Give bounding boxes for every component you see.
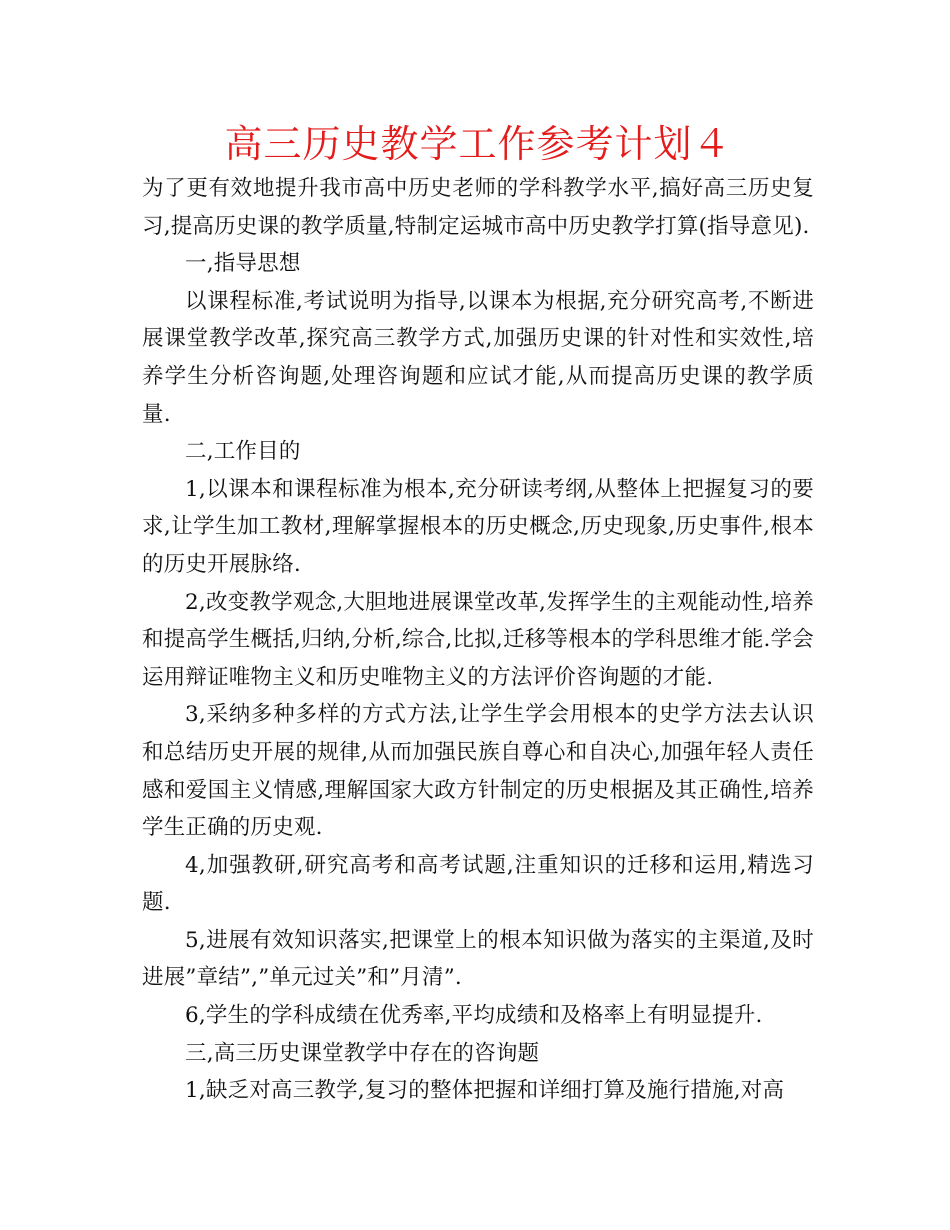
heading-work-goals: 二,工作目的 [185,439,301,465]
paragraph-goal-4: 4,加强教研,研究高考和高考试题,注重知识的迁移和运用,精选习题. [142,852,814,916]
paragraph-goal-5: 5,进展有效知识落实,把课堂上的根本知识做为落实的主渠道,及时进展”章结”,”单元过关”和”月清”. [142,927,814,991]
paragraph-goal-1: 1,以课本和课程标准为根本,充分研读考纲,从整体上把握复习的要求,让学生加工教材,理解掌握根本的历史概念,历史现象,历史事件,根本的历史开展脉络. [142,476,814,577]
paragraph-goal-3: 3,采纳多种多样的方式方法,让学生学会用根本的史学方法去认识和总结历史开展的规律,从而加强民族自尊心和自决心,加强年轻人责任感和爱国主义情感,理解国家大政方针制定的历史根据及其正确性,培养学生正确的历史观. [142,702,814,841]
paragraph-problem-1: 1,缺乏对高三教学,复习的整体把握和详细打算及施行措施,对高 [185,1078,785,1104]
paragraph-goal-2: 2,改变教学观念,大胆地进展课堂改革,发挥学生的主观能动性,培养和提高学生概括,归纳,分析,综合,比拟,迁移等根本的学科思维才能.学会运用辩证唯物主义和历史唯物主义的方法评价咨询题的才能. [142,589,814,690]
heading-guiding-thought: 一,指导思想 [185,251,301,277]
document-title: 高三历史教学工作参考计划４ [224,122,732,166]
paragraph-goal-6: 6,学生的学科成绩在优秀率,平均成绩和及格率上有明显提升. [185,1003,763,1029]
heading-problems: 三,高三历史课堂教学中存在的咨询题 [185,1040,540,1066]
document-body [142,170,814,1110]
paragraph-guiding-thought: 以课程标准,考试说明为指导,以课本为根据,充分研究高考,不断进展课堂教学改革,探究高三教学方式,加强历史课的针对性和实效性,培养学生分析咨询题,处理咨询题和应试才能,从而提高历史课的教学质量. [142,288,814,427]
paragraph-intro: 为了更有效地提升我市高中历史老师的学科教学水平,搞好高三历史复习,提高历史课的教学质量,特制定运城市高中历史教学打算(指导意见). [142,176,814,239]
